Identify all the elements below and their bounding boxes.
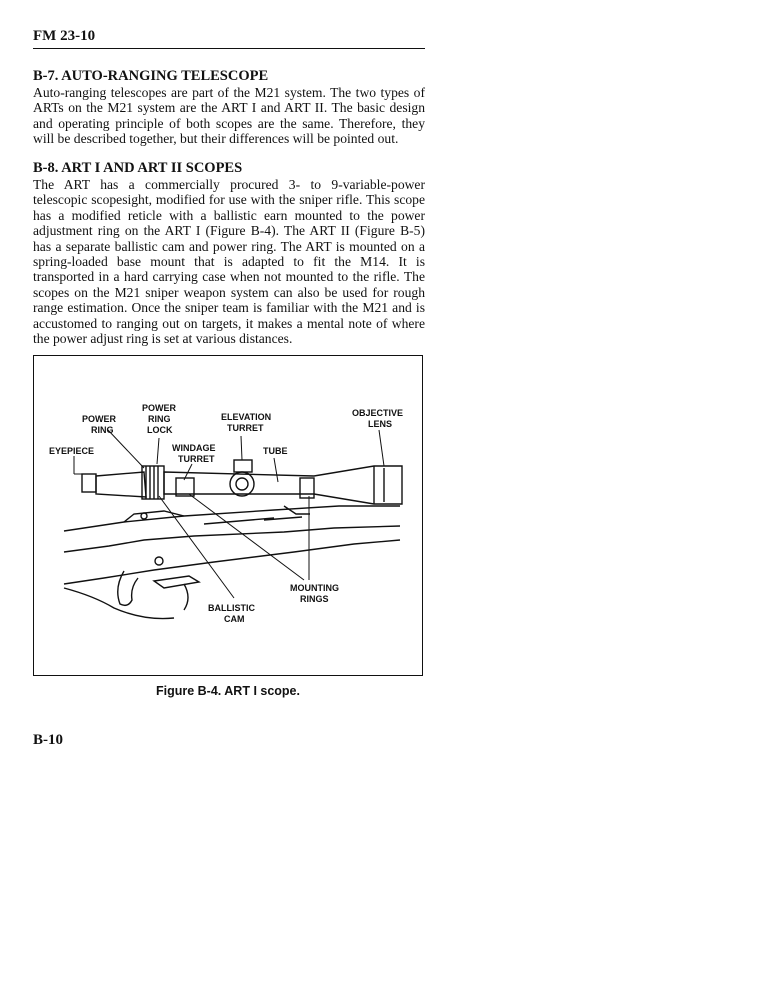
section-b7-body: Auto-ranging telescopes are part of the M21 system. The two types of ARTs on the M21 system are the ART I and ART II. The basic design and operating principle of both scopes are the same. Therefore, they will be described together, but their differences will be pointed out. bbox=[33, 85, 425, 147]
figure-b4 bbox=[33, 355, 423, 676]
section-b8-body: The ART has a commercially procured 3- to 9-variable-power telescopic scopesight, modified for use with the sniper rifle. This scope has a modified reticle with a ballistic earn mounted to the power adjustment ring on the ART I (Figure B-4). The ART II (Figure B-5) has a separate ballistic cam and power ring. The ART is mounted on a spring-loaded base mount that is adapted to fit the M14. It is transported in a hard carrying case when not mounted to the rifle. The scopes on the M21 sniper weapon system can also be used for rough range estimation. Once the sniper team is familiar with the M21 and is accustomed to ranging out on targets, it makes a mental note of where the power adjust ring is set at various distances. bbox=[33, 177, 425, 347]
label-windage-turret: WINDAGE TURRET bbox=[172, 443, 216, 464]
leader-lines bbox=[74, 430, 384, 598]
label-mounting-rings: MOUNTING RINGS bbox=[290, 583, 339, 604]
label-tube: TUBE bbox=[263, 446, 288, 456]
section-b8-heading: B-8. ART I AND ART II SCOPES bbox=[33, 160, 243, 176]
art-scope-diagram bbox=[34, 356, 424, 677]
label-ballistic-cam: BALLISTIC CAM bbox=[208, 603, 255, 624]
running-header bbox=[33, 26, 425, 49]
figure-caption: Figure B-4. ART I scope. bbox=[155, 684, 300, 698]
scope-illustration bbox=[82, 460, 402, 504]
label-eyepiece: EYEPIECE bbox=[49, 446, 95, 456]
label-objective-lens: OBJECTIVE LENS bbox=[352, 408, 404, 429]
manual-id: FM 23-10 bbox=[33, 28, 96, 44]
label-elevation-turret: ELEVATION TURRET bbox=[221, 412, 272, 433]
label-power-ring: POWER RING bbox=[82, 414, 117, 435]
label-power-ring-lock: POWER RING LOCK bbox=[142, 403, 177, 435]
section-b7-heading: B-7. AUTO-RANGING TELESCOPE bbox=[33, 68, 269, 84]
rifle-illustration bbox=[64, 506, 400, 619]
page-number: B-10 bbox=[33, 732, 63, 748]
